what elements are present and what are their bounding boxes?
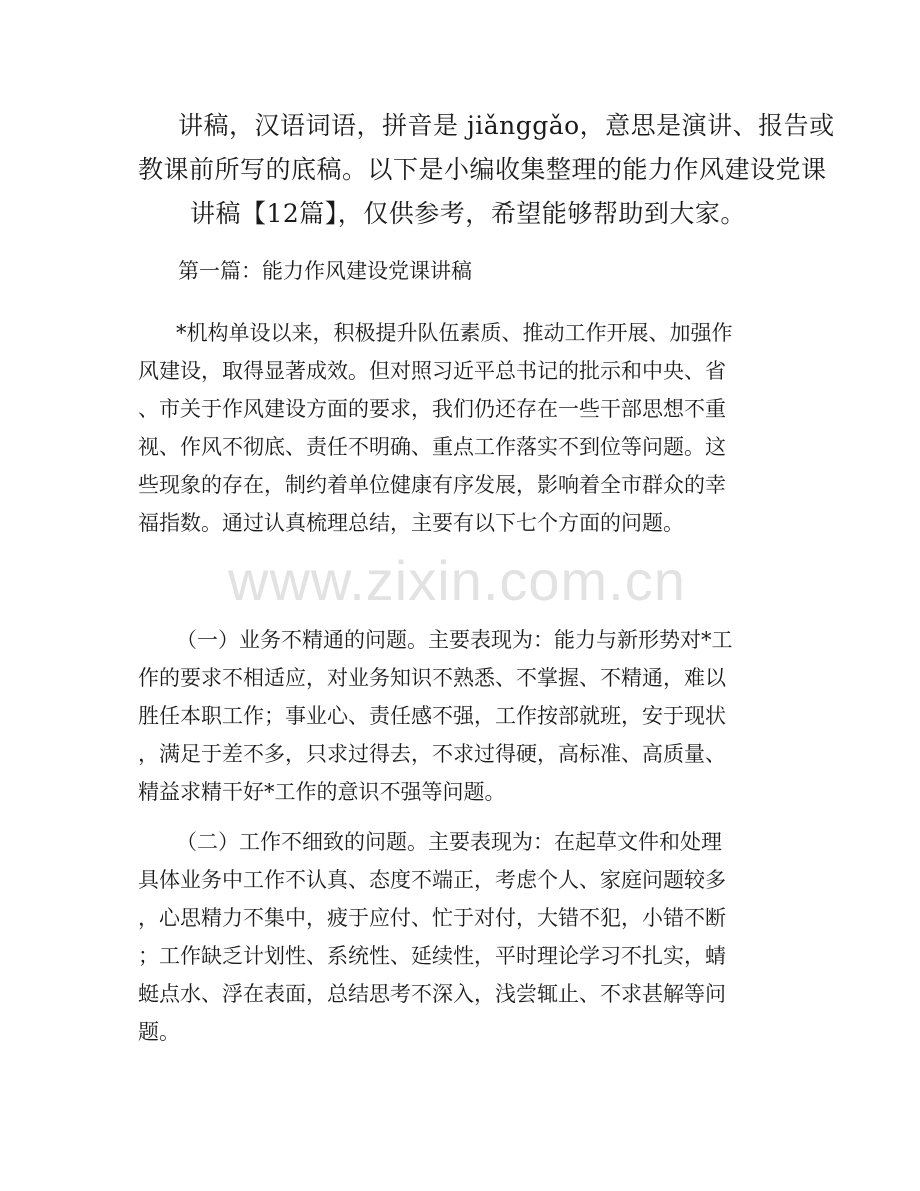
intro-line-3: 讲稿【12篇】，仅供参考，希望能够帮助到大家。	[190, 199, 746, 228]
paragraph-1	[138, 314, 798, 542]
paragraph-line: （二）工作不细致的问题。主要表现为：在起草文件和处理	[176, 830, 722, 854]
paragraph-line: 福指数。通过认真梳理总结，主要有以下七个方面的问题。	[138, 511, 684, 535]
paragraph-line: *机构单设以来，积极提升队伍素质、推动工作开展、加强作	[176, 321, 733, 345]
paragraph-2	[138, 621, 798, 811]
paragraph-line: 蜓点水、浮在表面，总结思考不深入，浅尝辄止、不求甚解等问	[138, 982, 726, 1006]
section-title: 第一篇：能力作风建设党课讲稿	[178, 259, 472, 283]
paragraph-line: 作的要求不相适应，对业务知识不熟悉、不掌握、不精通，难以	[138, 666, 726, 690]
paragraph-line: 具体业务中工作不认真、态度不端正，考虑个人、家庭问题较多	[138, 868, 726, 892]
paragraph-3	[138, 823, 798, 1051]
intro-line-2: 教课前所写的底稿。以下是小编收集整理的能力作风建设党课	[138, 155, 827, 184]
paragraph-line: ，心思精力不集中，疲于应付、忙于对付，大错不犯，小错不断	[138, 906, 726, 930]
paragraph-line: 些现象的存在，制约着单位健康有序发展，影响着全市群众的幸	[138, 473, 726, 497]
paragraph-line: 风建设，取得显著成效。但对照习近平总书记的批示和中央、省	[138, 359, 726, 383]
paragraph-line: 视、作风不彻底、责任不明确、重点工作落实不到位等问题。这	[138, 435, 726, 459]
paragraph-line: 胜任本职工作；事业心、责任感不强，工作按部就班，安于现状	[138, 704, 726, 728]
paragraph-line: 精益求精干好*工作的意识不强等问题。	[138, 780, 506, 804]
watermark: www.zixin.com.cn	[228, 549, 686, 612]
paragraph-line: ；工作缺乏计划性、系统性、延续性，平时理论学习不扎实，蜻	[138, 944, 726, 968]
paragraph-line: ，满足于差不多，只求过得去，不求过得硬，高标准、高质量、	[138, 742, 726, 766]
intro-line-1: 讲稿，汉语词语，拼音是 jiǎnggǎo，意思是演讲、报告或	[178, 111, 835, 140]
paragraph-line: 、市关于作风建设方面的要求，我们仍还存在一些干部思想不重	[138, 397, 726, 421]
paragraph-line: 题。	[138, 1020, 180, 1044]
paragraph-line: （一）业务不精通的问题。主要表现为：能力与新形势对*工	[176, 628, 733, 652]
